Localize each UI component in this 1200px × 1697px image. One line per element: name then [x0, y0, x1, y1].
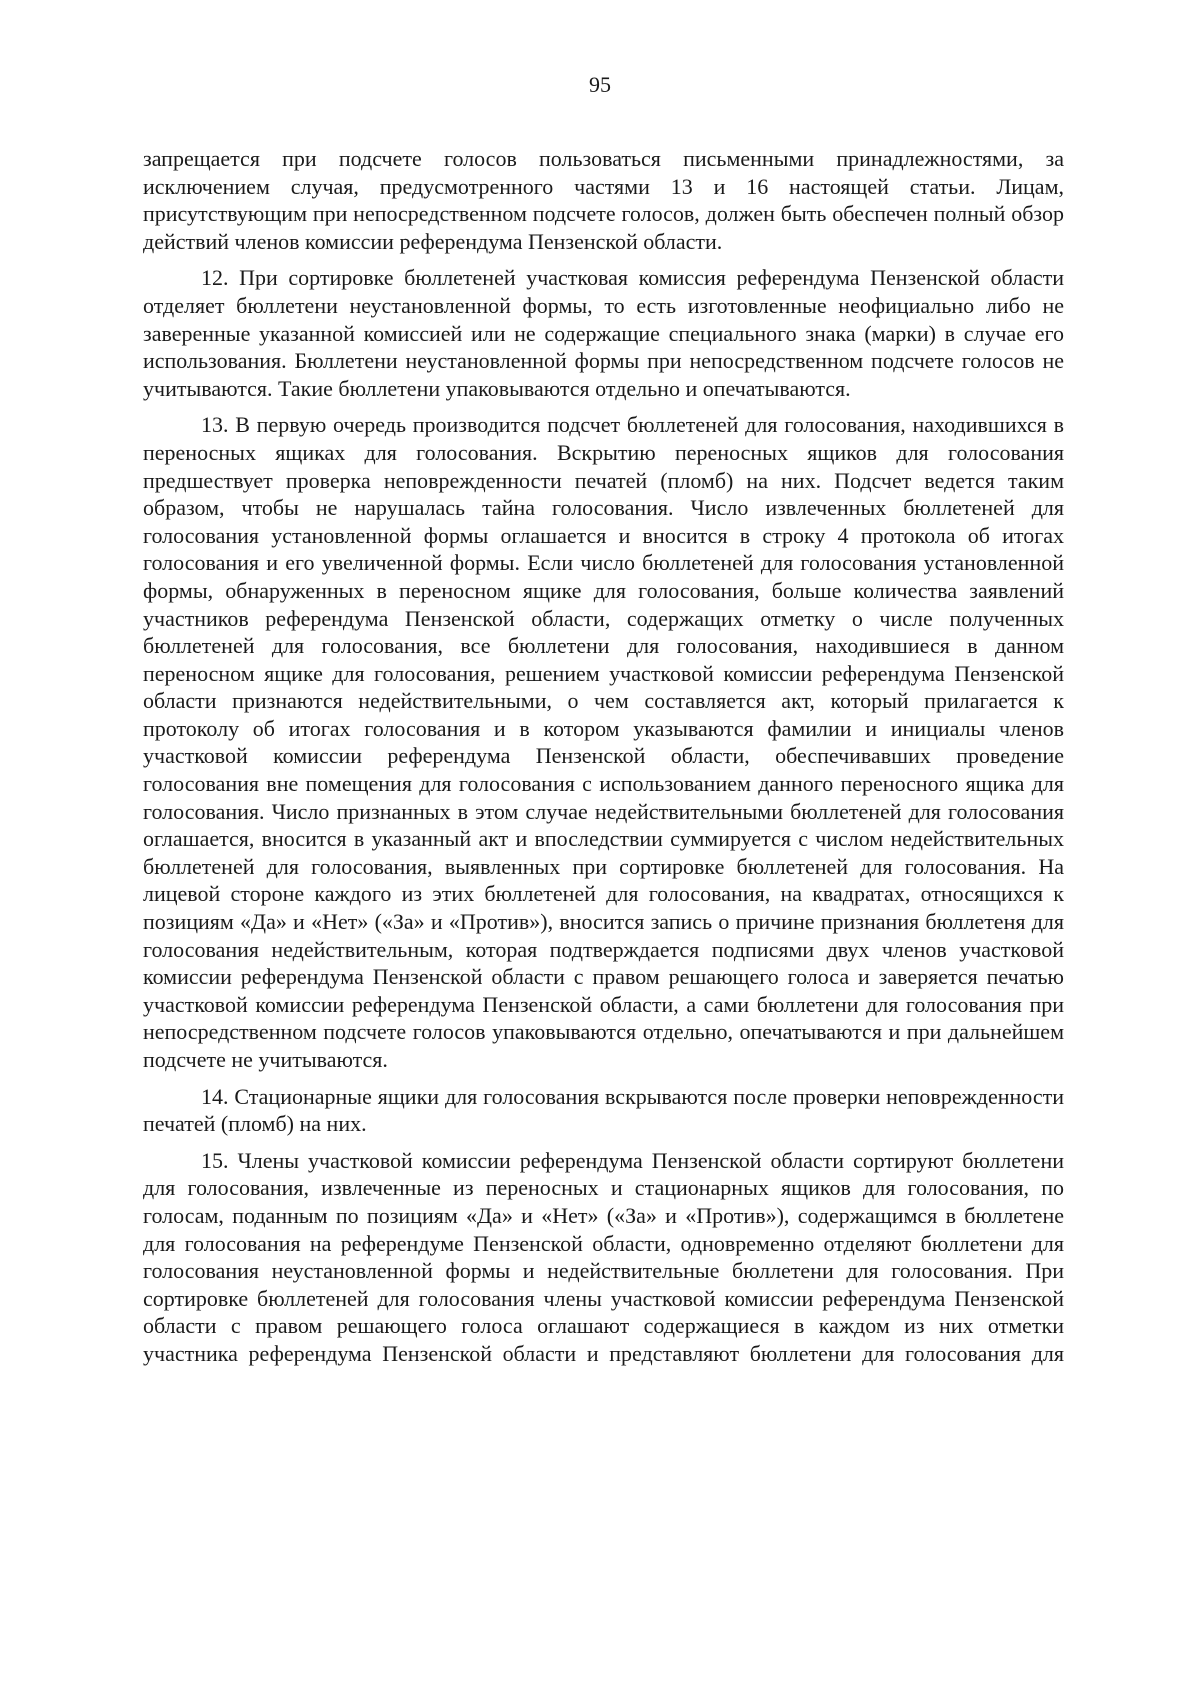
paragraph-13: 13. В первую очередь производится подсчет бюллетеней для голосования, находившихся в переносных ящиках для голосования. Вскрытию переносных ящиков для голосования предшествует проверка неповрежденности печатей (пломб) на них. Подсчет ведется таким образом, чтобы не нарушалась тайна голосования. Число извлеченных бюллетеней для голосования установленной формы оглашается и вносится в строку 4 протокола об итогах голосования и его увеличенной формы. Если число бюллетеней для голосования установленной формы, обнаруженных в переносном ящике для голосования, больше количества заявлений участников референдума Пензенской области, содержащих отметку о числе полученных бюллетеней для голосования, все бюллетени для голосования, находившиеся в данном переносном ящике для голосования, решением участковой комиссии референдума Пензенской области признаются недействительными, о чем составляется акт, который прилагается к протоколу об итогах голосования и в котором указываются фамилии и инициалы членов участковой комиссии референдума Пензенской области, обеспечивавших проведение голосования вне помещения для голосования с использованием данного переносного ящика для голосования. Число признанных в этом случае недействительными бюллетеней для голосования оглашается, вносится в указанный акт и впоследствии суммируется с числом недействительных бюллетеней для голосования, выявленных при сортировке бюллетеней для голосования. На лицевой стороне каждого из этих бюллетеней для голосования, на квадратах, относящихся к позициям «Да» и «Нет» («За» и «Против»), вносится запись о причине признания бюллетеня для голосования недействительным, которая подтверждается подписями двух членов участковой комиссии референдума Пензенской области с правом решающего голоса и заверяется печатью участковой комиссии референдума Пензенской области, а сами бюллетени для голосования при непосредственном подсчете голосов упаковываются отдельно, опечатываются и при дальнейшем подсчете не учитываются.	[143, 412, 1064, 1072]
page-number: 95	[589, 72, 611, 97]
paragraph-12: 12. При сортировке бюллетеней участковая комиссия референдума Пензенской области отделяет бюллетени неустановленной формы, то есть изготовленные неофициально либо не заверенные указанной комиссией или не содержащие специального знака (марки) в случае его использования. Бюллетени неустановленной формы при непосредственном подсчете голосов не учитываются. Такие бюллетени упаковываются отдельно и опечатываются.	[143, 265, 1064, 401]
document-body	[143, 145, 1064, 1377]
paragraph-15: 15. Члены участковой комиссии референдума Пензенской области сортируют бюллетени для голосования, извлеченные из переносных и стационарных ящиков для голосования, по голосам, поданным по позициям «Да» и «Нет» («За» и «Против»), содержащимся в бюллетене для голосования на референдуме Пензенской области, одновременно отделяют бюллетени для голосования неустановленной формы и недействительные бюллетени для голосования. При сортировке бюллетеней для голосования члены участковой комиссии референдума Пензенской области с правом решающего голоса оглашают содержащиеся в каждом из них отметки участника референдума Пензенской области и представляют бюллетени для голосования для	[143, 1147, 1064, 1366]
paragraph-continuation: запрещается при подсчете голосов пользоваться письменными принадлежностями, за исключением случая, предусмотренного частями 13 и 16 настоящей статьи. Лицам, присутствующим при непосредственном подсчете голосов, должен быть обеспечен полный обзор действий членов комиссии референдума Пензенской области.	[143, 146, 1064, 254]
paragraph-14: 14. Стационарные ящики для голосования вскрываются после проверки неповрежденности печатей (пломб) на них.	[143, 1083, 1064, 1137]
